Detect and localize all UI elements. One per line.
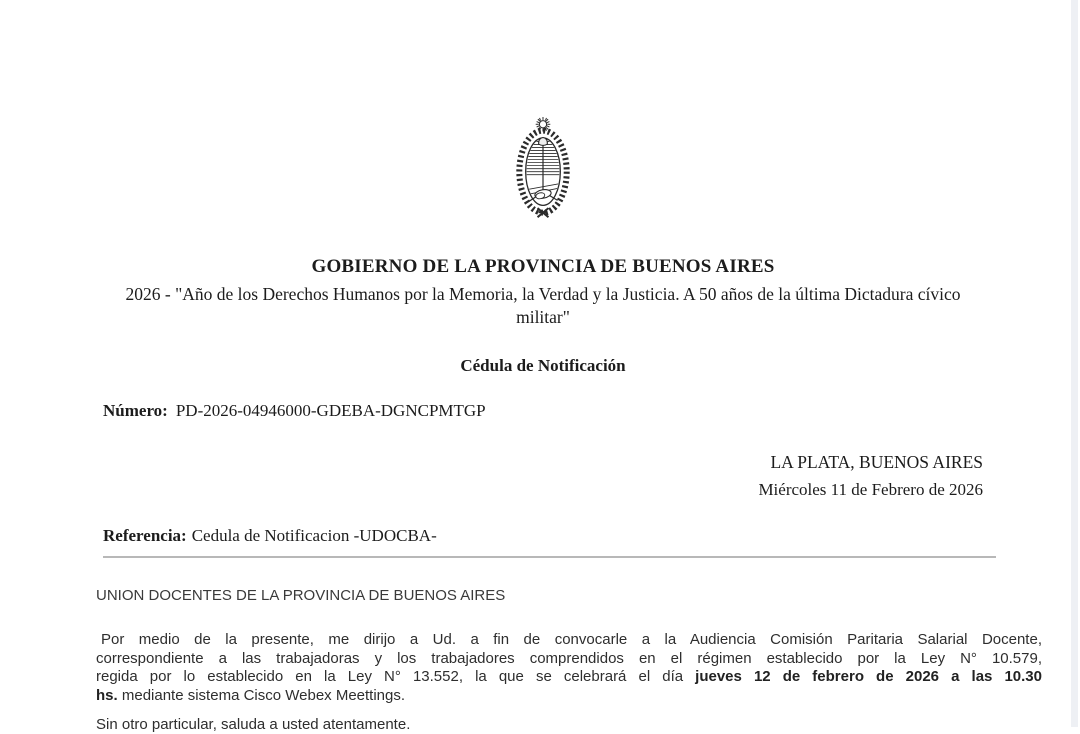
coat-of-arms-icon [502, 113, 584, 223]
document-number-line [103, 399, 983, 422]
dateline-place: LA PLATA, BUENOS AIRES [770, 452, 983, 472]
meeting-time-bold: hs. [96, 686, 118, 704]
body-paragraph [96, 631, 1042, 705]
body-line: Por medio de la presente, me dirijo a Ud. a fin de convocarle a la Audiencia Comisión Paritaria Salarial Docente, [101, 631, 1042, 648]
scrollbar-track[interactable] [1071, 0, 1078, 727]
closing-line: Sin otro particular, saluda a usted atentamente. [96, 716, 411, 733]
document-type-title: Cédula de Notificación [460, 356, 626, 375]
government-title: GOBIERNO DE LA PROVINCIA DE BUENOS AIRES [311, 256, 775, 277]
body-line: regida por lo establecido en la Ley N° 13.552, la que se celebrará el día jueves 12 de febrero de 2026 a las 10.30 [96, 668, 1042, 685]
recipient-name: UNION DOCENTES DE LA PROVINCIA DE BUENOS AIRES [96, 587, 506, 604]
emblem-container [103, 113, 983, 223]
reference-value: Cedula de Notificacion -UDOCBA- [191, 526, 437, 545]
body-line: correspondiente a las trabajadoras y los trabajadores comprendidos en el régimen establecido por la Ley N° 10.579, [96, 649, 1042, 667]
dateline [103, 449, 983, 503]
divider-rule [103, 556, 996, 558]
year-motto: 2026 - "Año de los Derechos Humanos por la Memoria, la Verdad y la Justicia. A 50 años de la última Dictadura cívico militar" [125, 284, 961, 327]
reference-label: Referencia: [103, 526, 187, 545]
meeting-date-bold: jueves 12 de febrero de 2026 a las 10.30 [695, 668, 1042, 685]
number-value: PD-2026-04946000-GDEBA-DGNCPMTGP [175, 401, 486, 420]
number-label: Número: [103, 401, 168, 420]
body-line: hs. mediante sistema Cisco Webex Meettings. [96, 686, 406, 704]
dateline-date: Miércoles 11 de Febrero de 2026 [758, 480, 983, 499]
reference-line [103, 524, 983, 547]
